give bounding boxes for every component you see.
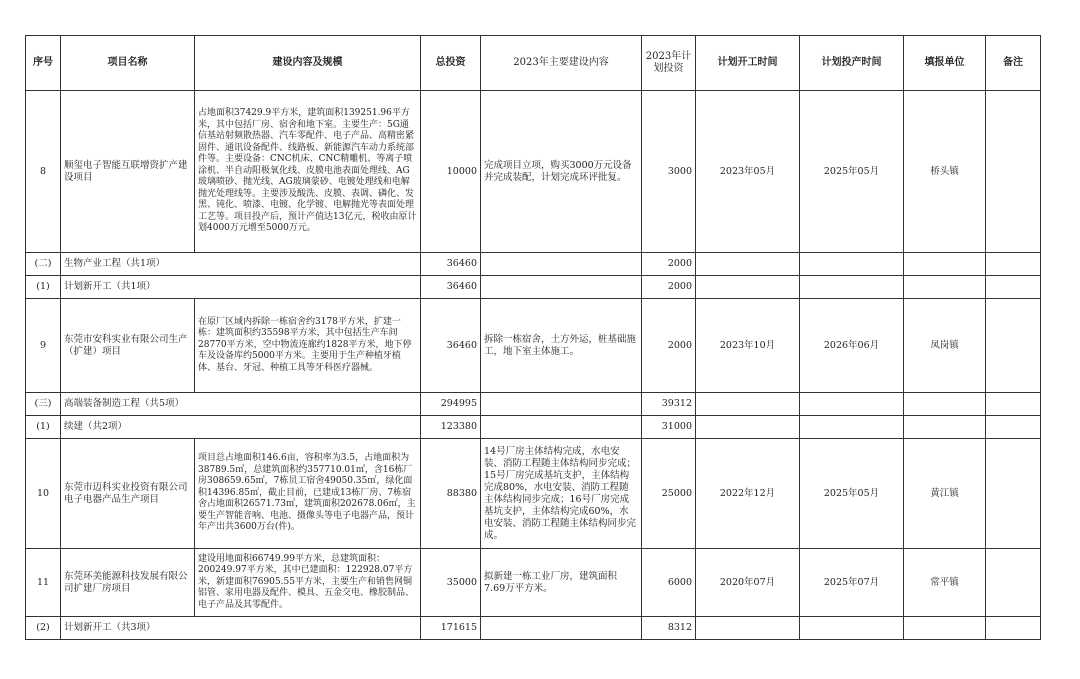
row-prod: 2026年06月 (800, 299, 904, 393)
row-total: 10000 (421, 91, 481, 253)
row-scale: 建设用地面积66749.99平方米，总建筑面积：200249.97平方米，其中已建面积：122928.07平方米，新建面积76905.55平方米，主要生产和销售网铜铝管、家用电器及配件、模具、五金交电、橡胶制品、电子产品及其零配件。 (195, 549, 421, 617)
row-name: 顺玺电子智能互联增资扩产建设项目 (61, 91, 195, 253)
row-name: 东莞市安科实业有限公司生产（扩建）项目 (61, 299, 195, 393)
table-row (26, 439, 1041, 549)
row-plan: 3000 (642, 91, 696, 253)
row-scale: 项目总占地面积146.6亩，容积率为3.5，占地面积为38789.5㎡，总建筑面积约357710.01㎡，含16栋厂房308659.65㎡，7栋员工宿舍49050.35㎡，绿化面积14396.85㎡，截止目前，已建成13栋厂房、7栋宿舍占地面积26571.73㎡，建筑面积202678.06㎡，主要生产智能音响、电池、摄像头等电子电器产品，预计年产出共3600万台(件)。 (195, 439, 421, 549)
section-row (26, 416, 1041, 439)
row-name: 计划新开工（共1项） (61, 276, 421, 299)
col-header-plan: 2023年计划投资 (642, 36, 696, 91)
row-content: 拟新建一栋工业厂房，建筑面积7.69万平方米。 (481, 549, 642, 617)
row-name: 计划新开工（共3项） (61, 617, 421, 640)
col-header-start: 计划开工时间 (696, 36, 800, 91)
row-no: (2) (26, 617, 61, 640)
row-content: 完成项目立项，购买3000万元设备并完成装配，计划完成环评批复。 (481, 91, 642, 253)
row-name: 续建（共2项） (61, 416, 421, 439)
row-no: (二) (26, 253, 61, 276)
section-row (26, 253, 1041, 276)
row-total: 123380 (421, 416, 481, 439)
row-note (986, 299, 1041, 393)
row-name: 东莞环美能源科技发展有限公司扩建厂房项目 (61, 549, 195, 617)
row-no: 8 (26, 91, 61, 253)
col-header-content: 2023年主要建设内容 (481, 36, 642, 91)
row-unit: 常平镇 (904, 549, 986, 617)
col-header-total: 总投资 (421, 36, 481, 91)
col-header-prod: 计划投产时间 (800, 36, 904, 91)
col-header-unit: 填报单位 (904, 36, 986, 91)
table-row (26, 91, 1041, 253)
row-scale: 占地面积37429.9平方米，建筑面积139251.96平方米，其中包括厂房、宿舍和地下室。主要生产：5G通信基站射频散热器、汽车零配件、电子产品、高精密紧固件、通讯设备配件、线路板、新能源汽车动力系统部件等。主要设备：CNC机床、CNC精雕机、等离子喷涂机、半自动阳极氧化线、皮膜电池表面处理线、AG玻璃喷砂、抛光线、AG玻璃蒙砂、电镀处理线和电解抛光处理线等。主要涉及酸洗、皮膜、表调、磷化、发黑、钝化、喷漆、电镀、化学镀、电解抛光等表面处理工艺等。项目投产后，预计产值达13亿元，税收由原计划4000万元增至5000万元。 (195, 91, 421, 253)
row-name: 高端装备制造工程（共5项） (61, 393, 421, 416)
row-name: 东莞市迈科实业投资有限公司电子电器产品生产项目 (61, 439, 195, 549)
row-total: 294995 (421, 393, 481, 416)
row-total: 36460 (421, 276, 481, 299)
row-content: 拆除一栋宿舍，土方外运，桩基础施工，地下室主体施工。 (481, 299, 642, 393)
row-note (986, 549, 1041, 617)
row-plan: 2000 (642, 299, 696, 393)
row-total: 88380 (421, 439, 481, 549)
table-row (26, 549, 1041, 617)
row-start: 2023年10月 (696, 299, 800, 393)
section-row (26, 617, 1041, 640)
row-plan: 8312 (642, 617, 696, 640)
table-row (26, 299, 1041, 393)
row-name: 生物产业工程（共1项） (61, 253, 421, 276)
row-prod: 2025年05月 (800, 91, 904, 253)
row-note (986, 439, 1041, 549)
project-table (25, 35, 1041, 640)
row-no: (1) (26, 276, 61, 299)
row-start: 2020年07月 (696, 549, 800, 617)
row-prod: 2025年05月 (800, 439, 904, 549)
row-plan: 25000 (642, 439, 696, 549)
row-no: 11 (26, 549, 61, 617)
col-header-no: 序号 (26, 36, 61, 91)
row-plan: 2000 (642, 253, 696, 276)
col-header-note: 备注 (986, 36, 1041, 91)
row-no: 10 (26, 439, 61, 549)
row-plan: 31000 (642, 416, 696, 439)
row-plan: 6000 (642, 549, 696, 617)
row-scale: 在原厂区域内拆除一栋宿舍约3178平方米，扩建一栋：建筑面积约35598平方米，其中包括生产车间28770平方米，空中物流连廊约1828平方米，地下停车及设备库约5000平方米。主要用于生产种植牙植体、基台、牙冠、种植工具等牙科医疗器械。 (195, 299, 421, 393)
row-plan: 39312 (642, 393, 696, 416)
col-header-name: 项目名称 (61, 36, 195, 91)
row-prod: 2025年07月 (800, 549, 904, 617)
row-total: 171615 (421, 617, 481, 640)
row-total: 36460 (421, 253, 481, 276)
row-no: (1) (26, 416, 61, 439)
section-row (26, 393, 1041, 416)
row-unit: 桥头镇 (904, 91, 986, 253)
row-start: 2022年12月 (696, 439, 800, 549)
row-start: 2023年05月 (696, 91, 800, 253)
row-no: (三) (26, 393, 61, 416)
row-total: 36460 (421, 299, 481, 393)
section-row (26, 276, 1041, 299)
row-unit: 凤岗镇 (904, 299, 986, 393)
row-note (986, 91, 1041, 253)
row-total: 35000 (421, 549, 481, 617)
row-unit: 黄江镇 (904, 439, 986, 549)
header-row (26, 36, 1041, 91)
row-no: 9 (26, 299, 61, 393)
row-plan: 2000 (642, 276, 696, 299)
row-content: 14号厂房主体结构完成，水电安装、消防工程随主体结构同步完成；15号厂房完成基坑支护，主体结构完成80%，水电安装、消防工程随主体结构同步完成；16号厂房完成基坑支护，主体结构完成60%，水电安装、消防工程随主体结构同步完成。 (481, 439, 642, 549)
col-header-scale: 建设内容及规模 (195, 36, 421, 91)
